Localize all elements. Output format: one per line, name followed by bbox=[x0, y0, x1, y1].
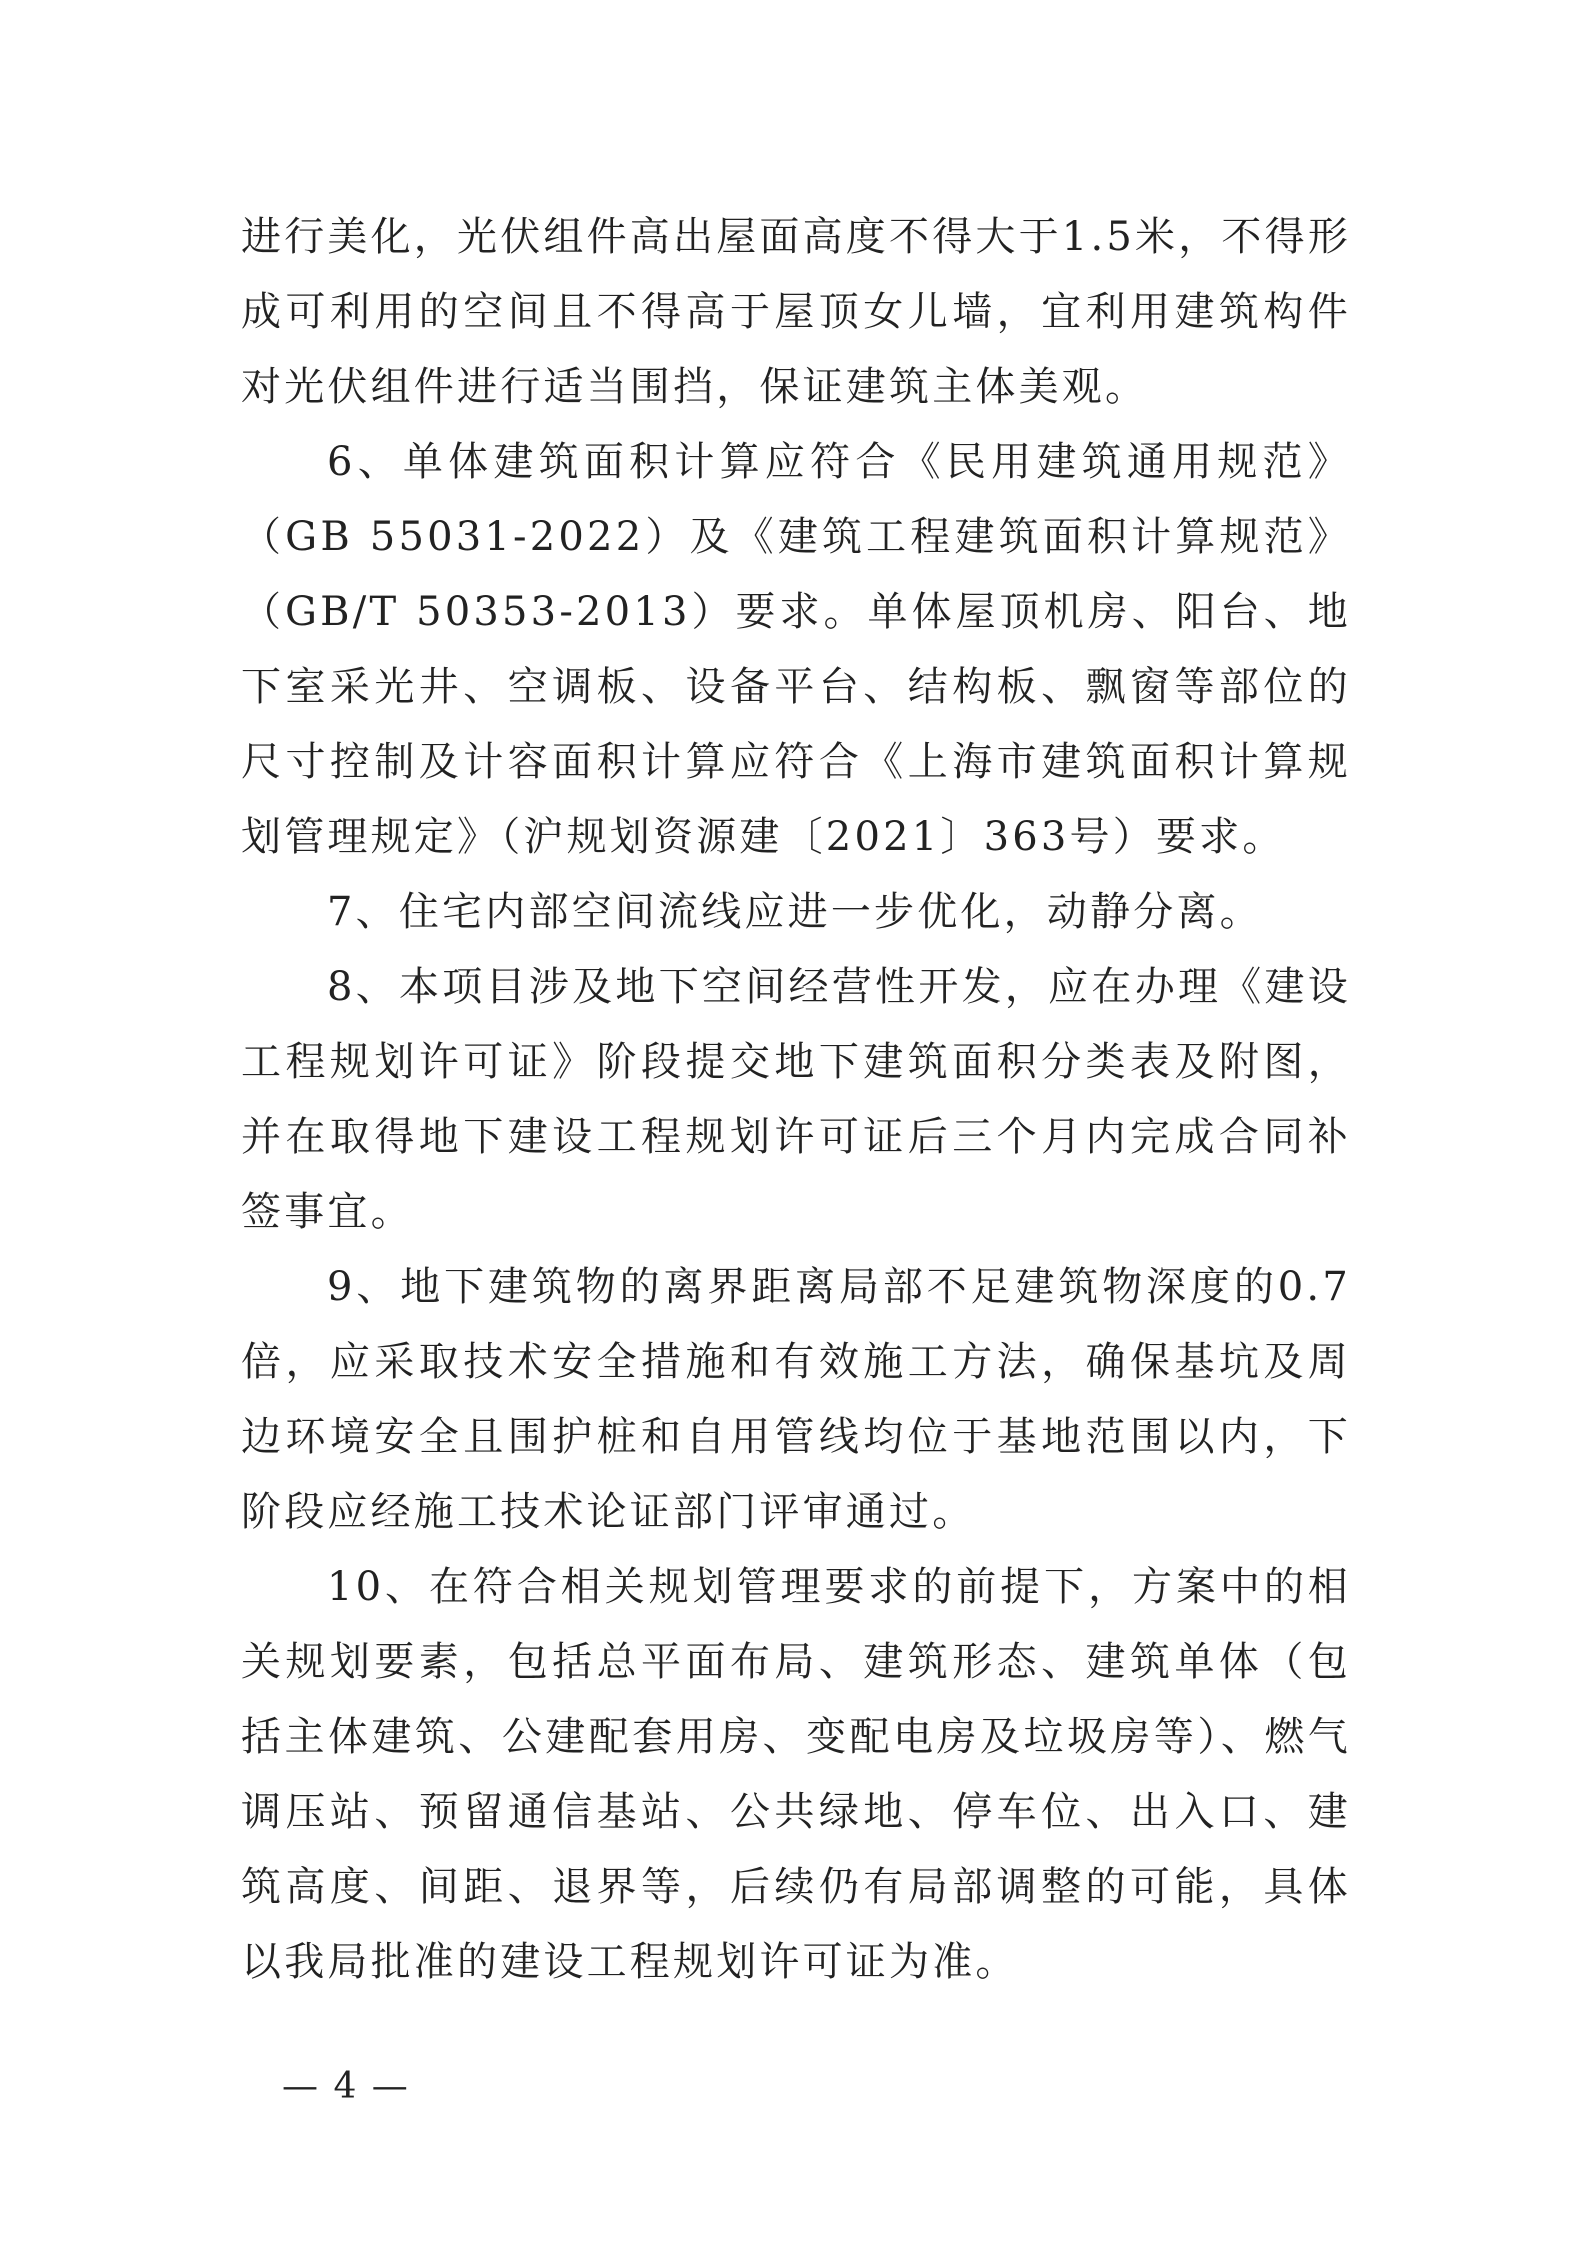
paragraph-6-area-calculation: 6、单体建筑面积计算应符合《民用建筑通用规范》（GB 55031-2022）及《建筑工程建筑面积计算规范》（GB/T 50353-2013）要求。单体屋顶机房、阳台、地下室采光井、空调板、设备平台、结构板、飘窗等部位的尺寸控制及计容面积计算应符合《上海市建筑面积计算规划管理规定》（沪规划资源建〔2021〕363号）要求。 bbox=[241, 439, 1351, 860]
paragraph-10-adjustments: 10、在符合相关规划管理要求的前提下，方案中的相关规划要素，包括总平面布局、建筑形态、建筑单体（包括主体建筑、公建配套用房、变配电房及垃圾房等）、燃气调压站、预留通信基站、公共绿地、停车位、出入口、建筑高度、间距、退界等，后续仍有局部调整的可能，具体以我局批准的建设工程规划许可证为准。 bbox=[241, 1564, 1351, 1985]
paragraph-7-circulation: 7、住宅内部空间流线应进一步优化，动静分离。 bbox=[327, 889, 1263, 935]
page-number: — 4 — bbox=[282, 2066, 410, 2107]
document-body bbox=[241, 200, 1351, 2000]
paragraph-5-continuation: 进行美化，光伏组件高出屋面高度不得大于1.5米，不得形成可利用的空间且不得高于屋顶女儿墙，宜利用建筑构件对光伏组件进行适当围挡，保证建筑主体美观。 bbox=[241, 214, 1352, 410]
paragraph-8-underground-development: 8、本项目涉及地下空间经营性开发，应在办理《建设工程规划许可证》阶段提交地下建筑面积分类表及附图，并在取得地下建设工程规划许可证后三个月内完成合同补签事宜。 bbox=[241, 964, 1351, 1235]
paragraph-9-underground-setback: 9、地下建筑物的离界距离局部不足建筑物深度的0.7倍，应采取技术安全措施和有效施工方法，确保基坑及周边环境安全且围护桩和自用管线均位于基地范围以内，下阶段应经施工技术论证部门评审通过。 bbox=[241, 1264, 1351, 1535]
